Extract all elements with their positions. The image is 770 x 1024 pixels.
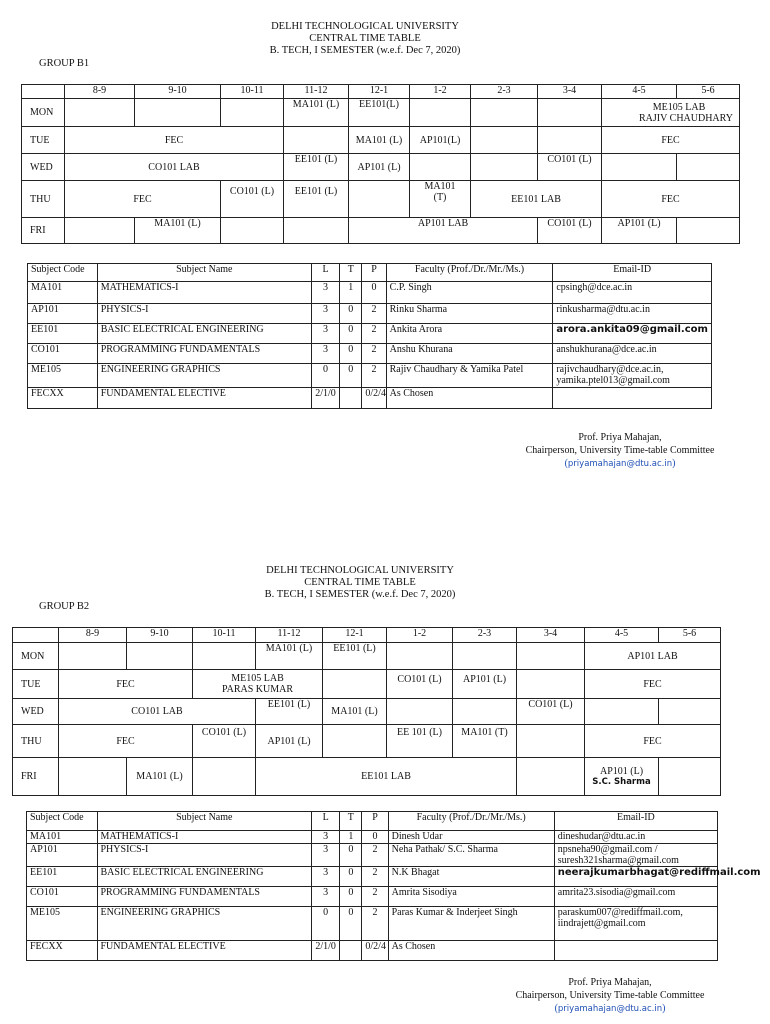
subject-table-b2 (26, 811, 761, 961)
empty-cell (410, 99, 471, 127)
table-row (27, 887, 718, 907)
lecture-count: 3 (311, 304, 339, 324)
day-wed: WED (22, 154, 65, 181)
subject-name: ENGINEERING GRAPHICS (97, 364, 311, 388)
header-b2 (0, 565, 720, 601)
class-cell: CO101 (L) (193, 725, 256, 758)
lecture-count: 3 (311, 344, 339, 364)
class-cell: EE 101 (L) (387, 725, 453, 758)
subject-name: MATHEMATICS-I (97, 831, 312, 844)
empty-cell (323, 725, 387, 758)
class-cell: MA101 (L) (256, 643, 323, 670)
class-cell: CO101 (L) (387, 670, 453, 699)
lecture-count: 3 (312, 831, 340, 844)
table-row (28, 388, 712, 409)
lecture-count: 3 (312, 887, 340, 907)
subject-code: EE101 (28, 324, 98, 344)
faculty: Paras Kumar & Inderjeet Singh (388, 907, 554, 941)
header-b1 (0, 21, 730, 57)
empty-cell (59, 758, 127, 796)
email-link[interactable]: priyamahajan@dtu.ac.in (557, 1004, 663, 1014)
faculty: Dinesh Udar (388, 831, 554, 844)
empty-cell (602, 154, 677, 181)
class-cell: CO101 (L) (538, 218, 602, 244)
email: anshukhurana@dce.ac.in (553, 344, 712, 364)
empty-cell (193, 758, 256, 796)
empty-cell (59, 643, 127, 670)
empty-cell (284, 127, 349, 154)
faculty: As Chosen (386, 388, 553, 409)
table-row (27, 844, 718, 867)
tutorial-count (340, 388, 362, 409)
empty-cell (387, 643, 453, 670)
empty-cell (517, 643, 585, 670)
faculty: Rajiv Chaudhary & Yamika Patel (386, 364, 553, 388)
subject-code: AP101 (27, 844, 98, 867)
empty-cell (193, 643, 256, 670)
signature-b1: Prof. Priya Mahajan, Chairperson, University Time-table Committee (priyamahajan@dtu.ac.in) (470, 431, 770, 471)
tutorial-count: 1 (340, 831, 362, 844)
subject-code: CO101 (27, 887, 98, 907)
class-cell (585, 758, 659, 796)
practical-count: 2 (362, 887, 388, 907)
email-line: suresh321sharma@gmail.com (557, 855, 679, 866)
lab-cell (193, 670, 323, 699)
faculty: Neha Pathak/ S.C. Sharma (388, 844, 554, 867)
subject-name: FUNDAMENTAL ELECTIVE (97, 388, 311, 409)
slot-header: 4-5 (602, 85, 677, 99)
col-header: L (312, 812, 340, 831)
subject-table-b1 (27, 263, 712, 409)
empty-cell (677, 154, 740, 181)
slot-header: 1-2 (387, 628, 453, 643)
slot-header: 4-5 (585, 628, 659, 643)
subject-name: MATHEMATICS-I (97, 282, 311, 304)
col-header: P (362, 264, 386, 282)
slot-header: 5-6 (659, 628, 721, 643)
lab-name: ME105 LAB (231, 673, 284, 684)
empty-cell (517, 758, 585, 796)
fec-cell: FEC (585, 670, 721, 699)
practical-count: 2 (362, 907, 388, 941)
class-cell: EE101 (L) (256, 699, 323, 725)
table-row (27, 831, 718, 844)
subject-code: EE101 (27, 867, 98, 887)
email-line: yamika.ptel013@gmail.com (556, 375, 670, 386)
empty-cell (659, 758, 721, 796)
slot-header: 3-4 (538, 85, 602, 99)
class-cell: EE101(L) (349, 99, 410, 127)
subject-code: MA101 (27, 831, 98, 844)
faculty: Ankita Arora (386, 324, 553, 344)
email: rinkusharma@dtu.ac.in (553, 304, 712, 324)
empty-cell (659, 699, 721, 725)
empty-cell (471, 99, 538, 127)
empty-cell (538, 99, 602, 127)
email-line: paraskum007@rediffmail.com, (557, 907, 683, 918)
timetable-title: CENTRAL TIME TABLE (309, 33, 421, 44)
subject-name: BASIC ELECTRICAL ENGINEERING (97, 324, 311, 344)
class-cell: CO101 (L) (221, 181, 284, 218)
empty-cell (221, 99, 284, 127)
slot-header: 11-12 (256, 628, 323, 643)
corner-cell (22, 85, 65, 99)
empty-cell (677, 218, 740, 244)
practical-count: 2 (362, 844, 388, 867)
email-link[interactable]: priyamahajan@dtu.ac.in (567, 459, 673, 469)
slot-header: 11-12 (284, 85, 349, 99)
class-cell: AP101(L) (410, 127, 471, 154)
email: arora.ankita09@gmail.com (553, 324, 712, 344)
class-code: AP101 (L) (599, 765, 644, 777)
empty-cell (135, 99, 221, 127)
faculty: As Chosen (388, 941, 554, 961)
day-tue: TUE (22, 127, 65, 154)
subject-name: PHYSICS-I (97, 844, 312, 867)
class-code: MA101 (424, 181, 456, 192)
faculty: C.P. Singh (386, 282, 553, 304)
practical-count: 2 (362, 344, 386, 364)
lab-cell: EE101 LAB (471, 181, 602, 218)
empty-cell (517, 725, 585, 758)
slot-header: 8-9 (59, 628, 127, 643)
class-cell: MA101 (L) (323, 699, 387, 725)
practical-count: 2 (362, 867, 388, 887)
class-cell: MA101 (T) (453, 725, 517, 758)
practical-count: 2 (362, 304, 386, 324)
email: amrita23.sisodia@gmail.com (554, 887, 717, 907)
empty-cell (471, 127, 538, 154)
subject-code: MA101 (28, 282, 98, 304)
faculty: Amrita Sisodiya (388, 887, 554, 907)
tutorial-count: 0 (340, 304, 362, 324)
fec-cell: FEC (585, 725, 721, 758)
day-mon: MON (22, 99, 65, 127)
lab-faculty: PARAS KUMAR (221, 684, 294, 695)
day-mon: MON (13, 643, 59, 670)
day-thu: THU (22, 181, 65, 218)
subject-code: ME105 (27, 907, 98, 941)
class-cell: EE101 (L) (284, 181, 349, 218)
table-row (28, 324, 712, 344)
university-name: DELHI TECHNOLOGICAL UNIVERSITY (266, 565, 454, 576)
subject-name: PHYSICS-I (97, 304, 311, 324)
col-header: Subject Code (27, 812, 98, 831)
tutorial-count: 0 (340, 867, 362, 887)
semester-line: B. TECH, I SEMESTER (w.e.f. Dec 7, 2020) (264, 589, 456, 600)
practical-count: 2 (362, 324, 386, 344)
subject-code: FECXX (28, 388, 98, 409)
lab-cell: AP101 LAB (349, 218, 538, 244)
table-row (27, 941, 718, 961)
email (553, 388, 712, 409)
subject-name: BASIC ELECTRICAL ENGINEERING (97, 867, 312, 887)
signatory-name: Prof. Priya Mahajan, (568, 977, 652, 988)
email-line: rajivchaudhary@dce.ac.in, (556, 364, 664, 375)
signature-b2: Prof. Priya Mahajan, Chairperson, University Time-table Committee (priyamahajan@dtu.ac.in) (460, 976, 760, 1016)
empty-cell (284, 218, 349, 244)
signatory-role: Chairperson, University Time-table Committee (525, 445, 715, 456)
lab-cell: AP101 LAB (585, 643, 721, 670)
class-cell: MA101 (L) (127, 758, 193, 796)
class-faculty: S.C. Sharma (592, 776, 651, 787)
tutorial-count: 0 (340, 887, 362, 907)
subject-code: AP101 (28, 304, 98, 324)
col-header: Faculty (Prof./Dr./Mr./Ms.) (388, 812, 554, 831)
empty-cell (65, 218, 135, 244)
slot-header: 1-2 (410, 85, 471, 99)
fec-cell: FEC (65, 181, 221, 218)
lecture-count: 3 (312, 867, 340, 887)
slot-header: 2-3 (471, 85, 538, 99)
tutorial-count: 1 (340, 282, 362, 304)
slot-header: 8-9 (65, 85, 135, 99)
empty-cell (221, 218, 284, 244)
tutorial-count: 0 (340, 844, 362, 867)
empty-cell (471, 154, 538, 181)
col-header: T (340, 812, 362, 831)
signatory-role: Chairperson, University Time-table Committee (515, 990, 705, 1001)
semester-line: B. TECH, I SEMESTER (w.e.f. Dec 7, 2020) (269, 45, 461, 56)
subject-code: ME105 (28, 364, 98, 388)
empty-cell (387, 699, 453, 725)
fec-cell: FEC (65, 127, 284, 154)
class-cell: EE101 (L) (284, 154, 349, 181)
table-row (28, 344, 712, 364)
subject-name: PROGRAMMING FUNDAMENTALS (97, 887, 312, 907)
slot-header: 9-10 (135, 85, 221, 99)
table-row (28, 282, 712, 304)
subject-name: FUNDAMENTAL ELECTIVE (97, 941, 312, 961)
practical-count: 0 (362, 831, 388, 844)
empty-cell (517, 670, 585, 699)
class-cell: EE101 (L) (323, 643, 387, 670)
lab-cell: CO101 LAB (59, 699, 256, 725)
class-cell: MA101 (L) (349, 127, 410, 154)
signatory-name: Prof. Priya Mahajan, (578, 432, 662, 443)
practical-count: 2 (362, 364, 386, 388)
empty-cell (127, 643, 193, 670)
subject-code: CO101 (28, 344, 98, 364)
faculty: Anshu Khurana (386, 344, 553, 364)
day-fri: FRI (22, 218, 65, 244)
timetable-b2 (12, 627, 721, 796)
email-line: npsneha90@gmail.com / (557, 844, 658, 855)
lab-name: ME105 LAB (652, 101, 706, 113)
class-cell: MA101 (L) (284, 99, 349, 127)
lecture-count: 0 (312, 907, 340, 941)
lab-cell (602, 99, 740, 127)
subject-name: PROGRAMMING FUNDAMENTALS (97, 344, 311, 364)
fec-cell: FEC (602, 127, 740, 154)
university-name: DELHI TECHNOLOGICAL UNIVERSITY (271, 21, 459, 32)
email (553, 364, 712, 388)
table-row (27, 907, 718, 941)
timetable-title: CENTRAL TIME TABLE (304, 577, 416, 588)
day-wed: WED (13, 699, 59, 725)
class-type: (T) (433, 192, 447, 203)
faculty: N.K Bhagat (388, 867, 554, 887)
empty-cell (65, 99, 135, 127)
table-row (27, 867, 718, 887)
email (554, 907, 717, 941)
fec-cell: FEC (59, 670, 193, 699)
empty-cell (410, 154, 471, 181)
tutorial-count (340, 941, 362, 961)
class-cell: AP101 (L) (602, 218, 677, 244)
table-row (28, 364, 712, 388)
empty-cell (453, 699, 517, 725)
empty-cell (323, 670, 387, 699)
slot-header: 5-6 (677, 85, 740, 99)
empty-cell (453, 643, 517, 670)
group-label: GROUP B1 (39, 58, 90, 69)
col-header: Faculty (Prof./Dr./Mr./Ms.) (386, 264, 553, 282)
day-thu: THU (13, 725, 59, 758)
slot-header: 12-1 (349, 85, 410, 99)
slot-header: 12-1 (323, 628, 387, 643)
group-label: GROUP B2 (39, 601, 90, 612)
class-cell: CO101 (L) (538, 154, 602, 181)
class-cell: CO101 (L) (517, 699, 585, 725)
practical-count: 0/2/4 (362, 388, 386, 409)
subject-code: FECXX (27, 941, 98, 961)
col-header: P (362, 812, 388, 831)
corner-cell (13, 628, 59, 643)
col-header: Subject Name (97, 812, 312, 831)
email: cpsingh@dce.ac.in (553, 282, 712, 304)
class-cell: AP101 (L) (453, 670, 517, 699)
lecture-count: 2/1/0 (311, 388, 339, 409)
slot-header: 9-10 (127, 628, 193, 643)
class-cell: MA101 (L) (135, 218, 221, 244)
col-header: Email-ID (554, 812, 717, 831)
practical-count: 0 (362, 282, 386, 304)
lab-cell: CO101 LAB (65, 154, 284, 181)
col-header: L (311, 264, 339, 282)
day-fri: FRI (13, 758, 59, 796)
empty-cell (538, 127, 602, 154)
practical-count: 0/2/4 (362, 941, 388, 961)
email: dineshudar@dtu.ac.in (554, 831, 717, 844)
slot-header: 10-11 (193, 628, 256, 643)
tutorial-count: 0 (340, 364, 362, 388)
faculty: Rinku Sharma (386, 304, 553, 324)
day-tue: TUE (13, 670, 59, 699)
email-line: iindrajett@gmail.com (557, 918, 646, 929)
class-cell: AP101 (L) (349, 154, 410, 181)
tutorial-count: 0 (340, 907, 362, 941)
lab-faculty: RAJIV CHAUDHARY (639, 112, 733, 124)
tutorial-count: 0 (340, 324, 362, 344)
subject-name: ENGINEERING GRAPHICS (97, 907, 312, 941)
lecture-count: 3 (311, 324, 339, 344)
fec-cell: FEC (59, 725, 193, 758)
col-header: T (340, 264, 362, 282)
class-cell: AP101 (L) (256, 725, 323, 758)
table-row (28, 304, 712, 324)
col-header: Subject Name (97, 264, 311, 282)
slot-header: 10-11 (221, 85, 284, 99)
empty-cell (585, 699, 659, 725)
lecture-count: 2/1/0 (312, 941, 340, 961)
timetable-b1 (21, 84, 740, 244)
slot-header: 2-3 (453, 628, 517, 643)
email (554, 844, 717, 867)
lecture-count: 3 (312, 844, 340, 867)
email (554, 941, 717, 961)
lab-cell: EE101 LAB (256, 758, 517, 796)
tutorial-count: 0 (340, 344, 362, 364)
empty-cell (349, 181, 410, 218)
col-header: Email-ID (553, 264, 712, 282)
slot-header: 3-4 (517, 628, 585, 643)
lecture-count: 3 (311, 282, 339, 304)
fec-cell: FEC (602, 181, 740, 218)
col-header: Subject Code (28, 264, 98, 282)
class-cell (410, 181, 471, 218)
lecture-count: 0 (311, 364, 339, 388)
email: neerajkumarbhagat@rediffmail.com (554, 867, 717, 887)
